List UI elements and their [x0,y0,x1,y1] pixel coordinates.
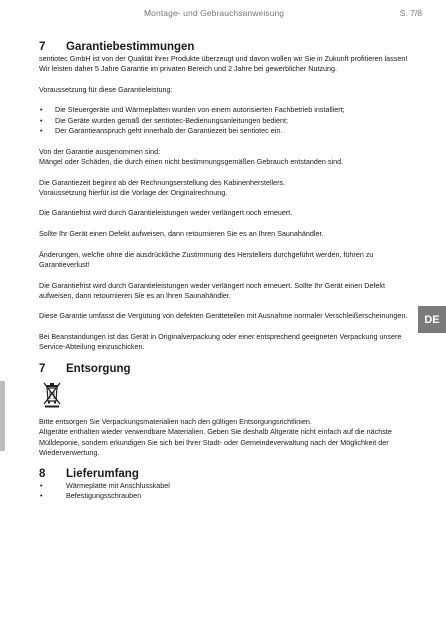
side-marker [0,381,5,451]
guarantee-extension: Die Garantiefrist wird durch Garantieleistungen weder verlängert noch erneuert. [39,208,293,218]
section-heading-delivery [39,467,414,481]
delivery-list [39,481,414,502]
guarantee-start: Die Garantiezeit beginnt ab der Rechnungserstellung des Kabinenherstellers. [39,177,286,187]
section-title: Lieferumfang [66,468,139,481]
disposal-packaging: Bitte entsorgen Sie Verpackungsmaterialien nach den gültigen Entsorgungsrichtlinien. [39,416,312,426]
guarantee-proof: Voraussetzung hierfür ist die Vorlage der Originalrechnung. [39,187,228,197]
page-content [39,40,414,502]
disposal-old-devices: Altgeräte enthalten wieder verwendbare Materialien. Geben Sie deshalb Altgeräte nicht einfach auf die nächste Mülldeponie, sondern erkundigen Sie sich bei Ihrer Stadt- oder Gemeindeverwaltung nach der Möglichkeit der Wiederverwertung. [39,427,392,457]
exclusions-text: Mängel oder Schäden, die durch einen nicht bestimmungsgemäßen Gebrauch entstanden sind. [39,156,344,166]
section-number: 8 [39,468,46,481]
section-heading-disposal [39,362,414,376]
page-number: S. 7/8 [399,8,422,18]
exclusions-heading: Von der Garantie ausgenommen sind: [39,146,161,156]
document-title: Montage- und Gebrauchsanweisung [144,8,285,18]
list-item: • Die Geräte wurden gemäß der sentiotec-Bedienungsanleitungen bedient; [39,116,414,126]
list-item: • Die Steuergeräte und Wärmeplatten wurden von einem autorisierten Fachbetrieb installiert; [39,105,414,115]
guarantee-defect: Sollte Ihr Gerät einen Defekt aufweisen, dann retournieren Sie es an Ihren Saunahändler. [39,229,324,239]
guarantee-scope: Diese Garantie umfasst die Vergütung von defekten Geräteteilen mit Ausnahme normaler Verschleißerscheinungen. [39,311,408,321]
guarantee-repeat: Die Garantiefrist wird durch Garantieleistungen weder verlängert noch erneuert. Sollte Ihr Gerät einen Defekt aufweisen, dann retournieren Sie es an Ihren Saunahändler. [39,280,385,300]
precondition-list [39,105,414,136]
guarantee-complaints: Bei Beanstandungen ist das Gerät in Originalverpackung oder einer entsprechend geeigneten Verpackung unsere Service-Abteilung einzuschicken. [39,332,402,352]
guarantee-changes: Änderungen, welche ohne die ausdrückliche Zustimmung des Herstellers durchgeführt werden, führen zu Garantieverlust! [39,249,374,269]
list-item: • Befestigungsschrauben [39,491,414,501]
page-header [0,8,446,22]
list-item: • Wärmeplatte mit Anschlusskabel [39,481,414,491]
guarantee-intro: sentiotec GmbH ist von der Qualität ihrer Produkte überzeugt und davon wollen wir Sie in Zukunft profitieren lassen! Wir leisten daher 5 Jahre Garantie im privaten Bereich und 2 Jahre bei gewerblicher Nutzung. [39,54,408,74]
section-title: Entsorgung [66,362,131,375]
language-tab: DE [418,306,446,333]
section-number: 7 [39,41,46,53]
precondition-heading: Voraussetzung für diese Garantieleistung: [39,84,173,94]
section-heading-guarantee [39,40,414,54]
list-item: • Der Garantieanspruch geht innerhalb der Garantiezeit bei sentiotec ein. [39,126,414,136]
section-title: Garantiebestimmungen [66,41,195,53]
crossed-bin-icon [41,380,63,408]
section-number: 7 [39,362,46,375]
